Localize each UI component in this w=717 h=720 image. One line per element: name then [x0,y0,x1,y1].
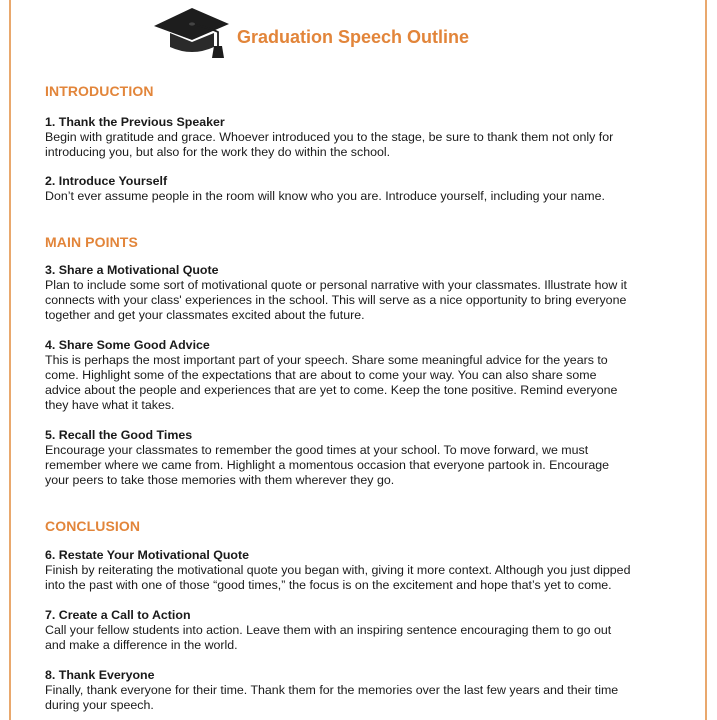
document-header [0,0,717,64]
outline-item [45,548,675,593]
graduation-cap-icon [152,4,230,58]
item-body: Begin with gratitude and grace. Whoever introduced you to the stage, be sure to thank them not only for introducing you, but also for the work they do within the school. [45,130,614,159]
item-title: 3. Share a Motivational Quote [45,263,219,277]
item-body: Don’t ever assume people in the room will know who you are. Introduce yourself, including your name. [45,189,605,203]
section-conclusion [45,517,675,713]
outline-item [45,115,675,160]
item-title: 5. Recall the Good Times [45,428,193,442]
outline-item [45,428,675,488]
outline-item [45,338,675,413]
outline-item [45,174,675,204]
document-body [45,82,675,713]
item-title: 4. Share Some Good Advice [45,338,210,352]
item-title: 2. Introduce Yourself [45,174,168,188]
section-heading: INTRODUCTION [45,83,154,99]
document-title: Graduation Speech Outline [237,27,470,47]
section-heading: MAIN POINTS [45,234,138,250]
page-border-left [9,0,11,720]
item-body: Finish by reiterating the motivational quote you began with, giving it more context. Although you just dipped into the past with one of those “good times,” the focus is on the excitement and hope that’s yet to come. [45,563,631,592]
item-body: Encourage your classmates to remember the good times at your school. To move forward, we must remember where we came from. Highlight a momentous occasion that everyone partook in. Encourage your peers to take those memories with them wherever they go. [45,443,610,487]
outline-item [45,263,675,323]
page-border-right [705,0,707,720]
item-title: 8. Thank Everyone [45,668,155,682]
item-title: 1. Thank the Previous Speaker [45,115,225,129]
outline-item [45,668,675,713]
outline-item [45,608,675,653]
item-body: Call your fellow students into action. Leave them with an inspiring sentence encouraging them to go out and make a difference in the world. [45,623,612,652]
item-body: Plan to include some sort of motivational quote or personal narrative with your classmates. Illustrate how it connects with your class' experiences in the school. This will serve as a nice opportunity to bring everyone together and get your classmates excited about the future. [45,278,627,322]
section-introduction [45,82,675,204]
item-body: Finally, thank everyone for their time. Thank them for the memories over the last few years and their time during your speech. [45,683,619,712]
item-title: 7. Create a Call to Action [45,608,191,622]
section-main-points [45,233,675,488]
item-body: This is perhaps the most important part of your speech. Share some meaningful advice for the years to come. Highlight some of the expectations that are about to come your way. You can also share some advice about the people and experiences that are yet to come. Keep the tone positive. Remind everyone they have what it takes. [45,353,618,412]
item-title: 6. Restate Your Motivational Quote [45,548,250,562]
section-heading: CONCLUSION [45,518,141,534]
